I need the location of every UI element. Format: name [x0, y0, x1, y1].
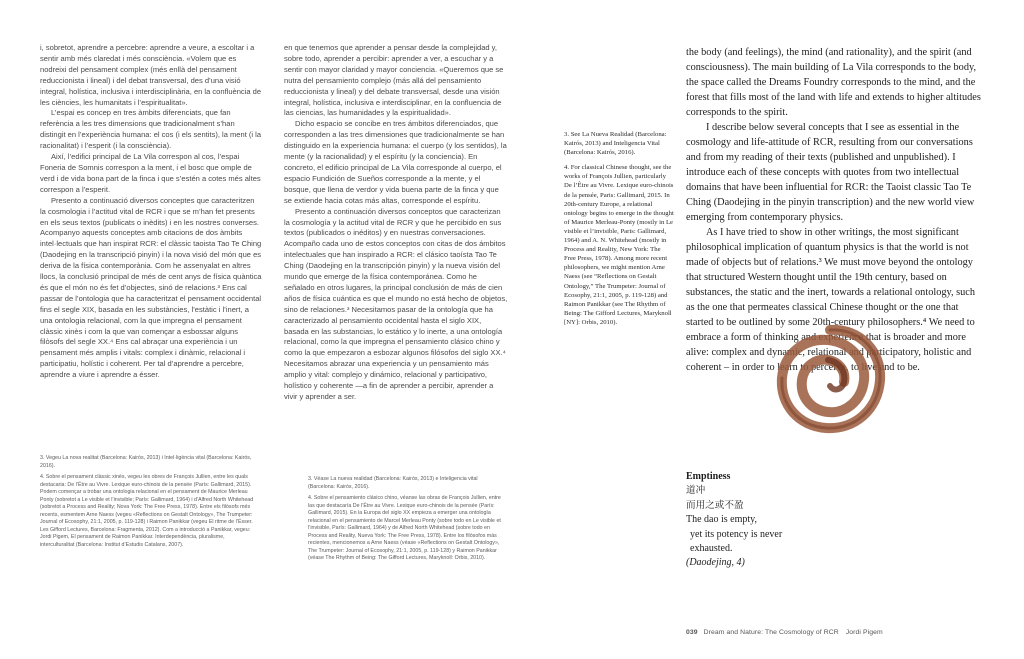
- page-number: 039: [686, 629, 698, 636]
- quote-english-line: The dao is empty,: [686, 514, 758, 526]
- emptiness-quote: [686, 470, 826, 571]
- catalan-footnote: 4. Sobre el pensament clàssic xinès, vegeu les obres de François Jullien, entre les quals destacaria: De l’Être au Vivre. Lexique euro-chinois de la pensée (París: Gallimard, 2015). Podem començar a trobar una ontologia relacional en el pensament de Maurice Merleau Ponty (sobretot a Le visible et l’invisible; París: Gallimard, 1964) i d’Alfred North Whitehead (sobretot a Process and Reality; Nova York: The Free Press, 1978). Entre els filòsofs més recents, esmentem Arne Naess (vegeu «Reflections on Gestalt Ontology», The Trumpeter: Journal of Ecosophy, 21:1, 2005, p. 119-128) i Raimon Panikkar (vegeu El ritme de l’Ésser. Les Gifford Lectures, Barcelona: Fragmenta, 2012). Com a introducció a Panikkar, vegeu: Jordi Pigem, El pensament de Raimon Panikkar. Interdependència, pluralisme, interculturalitat (Barcelona: Institut d’Estudis Catalans, 2007).: [40, 474, 254, 548]
- catalan-paragraph: Així, l’edifici principal de La Vila correspon al cos, l’espai Foneria de Somnis correspon a la ment, i el bosc que omple de verd i de vida bona part de la finca i que s’estén a cotes més altes correspon a l’esperit.: [40, 152, 261, 194]
- english-footnote: 4. For classical Chinese thought, see the works of François Jullien, particularly De l’Être au Vivre. Lexique euro-chinois de la pensée, Paris: Gallimard, 2015. In 20th-century Europe, a relational ontology begins to emerge in the thought of Maurice Merleau-Ponty (mostly in Le visible et l’invisible, Paris: Gallimard, 1964) and A. N. Whitehead (mostly in Process and Reality, New York: The Free Press, 1978). Among more recent philosophers, we might mention Arne Naess (see “Reflections on Gestalt Ontology,” The Trumpeter: Journal of Ecosophy, 21:1, 2005, p. 119-128) and Raimon Panikkar (see The Rhythm of Being: The Gifford Lectures, Maryknoll [NY]: Orbis, 2010).: [564, 164, 674, 326]
- catalan-body-text: [40, 43, 262, 381]
- english-paragraph: the body (and feelings), the mind (and rationality), and the spirit (and consciousness). The main building of La Vila corresponds to the body, the space called the Dreams Foundry corresponds to the mind, and the forest that fills most of the land with life and extends to higher altitudes corresponds to the spirit.: [686, 47, 981, 118]
- quote-source: (Daodejing, 4): [686, 557, 745, 569]
- catalan-paragraph: Presento a continuació diversos conceptes que caracteritzen la cosmologia i l’actitud vital de RCR i que se m’han fet presents en els seus textos (publicats o inèdits) i en les nostres converses. Acompanyo aquests conceptes amb citacions de dos àmbits intel·lectuals que han inspirat RCR: el clàssic taoista Tao Te Ching (Daodejing en la transcripció pinyin) i la nova visió del món que es deriva de la física contemporània. Com he assenyalat en altres llocs, la conclusió principal de més de cent anys de física quàntica és que el món no és fet d’objectes, sinó de relacions.³ Ens cal passar de l’ontologia que ha caracteritzat el pensament occidental fins el segle XIX, basada en les substàncies, l’estàtic i l’inert, a una ontologia relacional, com la que impregna el pensament clàssic xinès i com la que van començar a esbossar alguns filòsofs del segle XX.⁴ Ens cal abraçar una experiència i un pensament més amplis i vitals: complex i dinàmic, relacional i participatiu, holístic i coherent. Per tal d’aprendre a percebre, aprendre a viure i aprendre a ésser.: [40, 195, 262, 380]
- running-author: Jordi Pigem: [845, 629, 883, 636]
- page-footer: [686, 629, 883, 636]
- spanish-paragraph: Presento a continuación diversos conceptos que caracterizan la cosmología y la actitud vital de RCR y que he percibido en sus textos (publicados o inéditos) y en nuestras conversaciones. Acompaño cada uno de estos conceptos con citas de dos ámbitos intelectuales que han inspirado a RCR: el clásico taoísta Tao Te Ching (Daodejing en la transcripción pinyin) y la nueva visión del mundo que emerge de la física contemporánea. Como he señalado en otros lugares, la principal conclusión de más de cien años de física cuántica es que el mundo no está hecho de objetos, sino de relaciones.³ Necesitamos pasar de la ontología que ha caracterizado al pensamiento occidental hasta el siglo XIX, basada en las substancias, lo estático y lo inerte, a una ontología relacional, como la que impregna el pensamiento clásico chino y como la que empezaron a esbozar algunos filósofos del siglo XX.⁴ Necesitamos abrazar una experiencia y un pensamiento más amplio y vital: complejo y dinámico, relacional y participativo, holístico y coherente —a fin de aprender a percibir, aprender a vivir y aprender a ser.: [284, 206, 508, 401]
- quote-title: Emptiness: [686, 471, 731, 482]
- spanish-footnote: 3. Véase La nueva realidad (Barcelona: Kairós, 2013) e Inteligencia vital (Barcelona: Kairós, 2016).: [308, 476, 478, 490]
- quote-english-line: yet its potency is never exhausted.: [690, 528, 783, 555]
- catalan-paragraph: L’espai es concep en tres àmbits diferenciats, que fan referència a les tres dimensions que tradicionalment s’han distingit en l’experiència humana: el cos (i els sentits), la ment (i la racionalitat) i l’esperit (i la consciència).: [40, 108, 262, 151]
- spanish-paragraph: Dicho espacio se concibe en tres ámbitos diferenciados, que corresponden a las tres dimensiones que tradicionalmente se han distinguido en la experiencia humana: el cuerpo (y los sentidos), la mente (y la racionalidad) y el espíritu (y la conciencia). En concreto, el edificio principal de La Vila corresponde al cuerpo, el espacio Fundición de Sueños corresponde a la mente, y el bosque, que llena de verdor y vida buena parte de la finca y que se extiende hacia cotas más altas, corresponde el espíritu.: [284, 119, 507, 205]
- running-title: Dream and Nature: The Cosmology of RCR: [703, 629, 839, 636]
- spanish-footnotes: [308, 476, 506, 567]
- catalan-footnotes: [40, 455, 260, 553]
- spanish-body-text: [284, 43, 508, 403]
- enso-brush-circle-icon: [770, 320, 890, 438]
- english-paragraph: I describe below several concepts that I see as essential in the cosmology and life-attitude of RCR, resulting from our conversations and from my reading of their texts (published and unpublished). I introduce each of these concepts with quotes from two intellectual domains that have been influential for RCR: the Taoist classic Tao Te Ching (Daodejing in the pinyin transcription) and the new world view emerging from contemporary physics.: [686, 122, 975, 223]
- english-footnote: 3. See La Nueva Realidad (Barcelona: Kairós, 2013) and Inteligencia Vital (Barcelona: Kairós, 2016).: [564, 131, 667, 157]
- catalan-paragraph: i, sobretot, aprendre a percebre: aprendre a veure, a escoltar i a sentir amb més claredat i més consciència. «Volem que es nodreixi del pensament complex (més enllà del pensament reduccionista i lineal) i del debat transversal, des d’una visió integral, holística, inclusiva i interdisciplinària, en la confluència de les ciències, les humanitats i l’espiritualitat».: [40, 43, 262, 107]
- catalan-footnote: 3. Vegeu La nova realitat (Barcelona: Kairós, 2013) i Intel·ligència vital (Barcelona: Kairós, 2016).: [40, 455, 252, 469]
- quote-chinese-line: 而用之或不盈: [686, 499, 744, 511]
- english-paragraph: As I have tried to show in other writings, the most significant philosophical implication of quantum physics is that the world is not made of objects but of relations.³ We must move beyond the ontology that structured Western thought until the 19th century, based on substances, the static and the inert, towards a relational ontology, such as the one that permeates classical Chinese thought or the one that started to be outlined by some 20th-century philosophers.⁴ We need to embrace a form of thinking and experience that is broader and more alive: complex and dynamic, relational and participatory, holistic and coherent – in order to learn to perceive, to live and to be.: [686, 227, 975, 373]
- spanish-paragraph: en que tenemos que aprender a pensar desde la complejidad y, sobre todo, aprender a percibir: aprender a ver, a escuchar y a sentir con mayor claridad y mayor conciencia. «Queremos que se nutra del pensamiento complejo (más allá del pensamiento reduccionista y lineal) y del debate transversal, desde una visión integral, holística, inclusiva e interdisciplinar, en la confluencia de las ciencias, las humanidades y la espiritualidad».: [284, 43, 504, 118]
- spanish-footnote: 4. Sobre el pensamiento clásico chino, véanse las obras de François Jullien, entre las que destacaría De l’Être au Vivre. Lexique euro-chinois de la pensée (París: Gallimard, 2015). En la Europa del siglo XX empieza a emerger una ontología relacional en el pensamiento de Marcel Merleau Ponty (sobre todo en Le visible et l’invisible, París: Gallimard, 1964) y de Alfred North Whitehead (sobre todo en Process and Reality, Nueva York: The Free Press, 1978). Entre los filósofos más recientes, mencionemos a Arne Naess (véase «Reflections on Gestalt Ontology», The Trumpeter: Journal of Ecosophy, 21:1, 2005, p. 119-128) y Raimon Panikkar (véase The Rhythm of Being: The Gifford Lectures, Maryknoll: Orbis, 2010).: [308, 495, 501, 561]
- quote-chinese-line: 道冲: [686, 485, 706, 497]
- english-footnotes: [564, 130, 674, 333]
